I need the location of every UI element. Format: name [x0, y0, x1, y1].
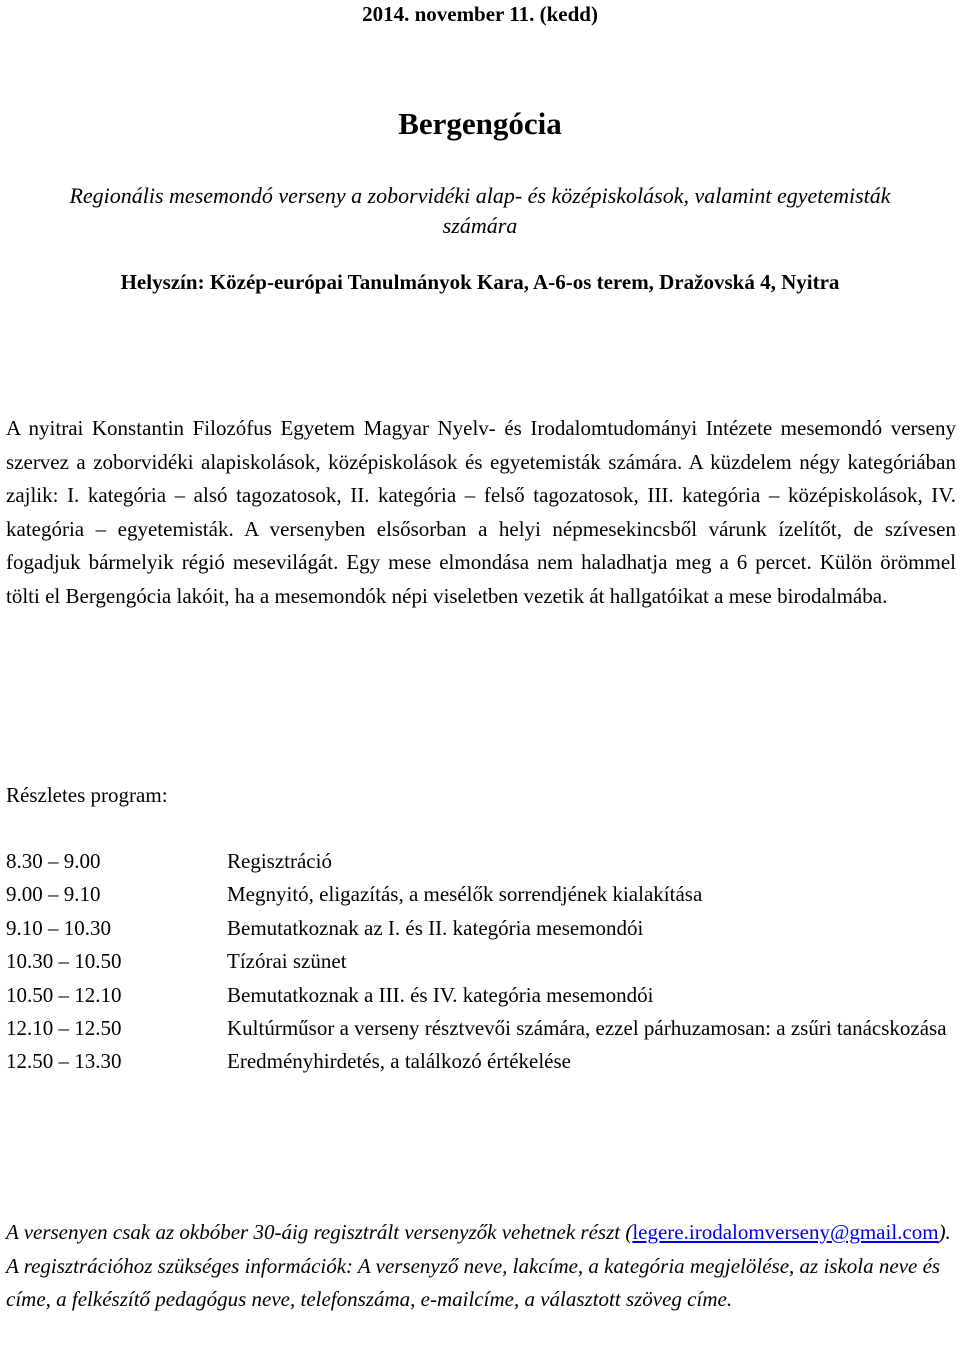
schedule-time: 10.30 – 10.50	[6, 949, 122, 974]
schedule-row	[6, 945, 956, 978]
email-link[interactable]: legere.irodalomverseny@gmail.com	[632, 1220, 939, 1244]
program-heading: Részletes program:	[6, 783, 168, 807]
registration-text-before: A versenyen csak az okbóber 30-áig regisztrált versenyzők vehetnek részt (	[6, 1220, 633, 1244]
schedule-row	[6, 1012, 956, 1045]
schedule-time: 12.50 – 13.30	[6, 1049, 122, 1074]
event-date: 2014. november 11. (kedd)	[362, 2, 598, 26]
page-subtitle: Regionális mesemondó verseny a zoborvidéki alap- és középiskolások, valamint egyetemisták számára	[69, 183, 891, 238]
schedule-row	[6, 845, 956, 878]
schedule-row	[6, 1045, 956, 1078]
schedule-activity: Megnyitó, eligazítás, a mesélők sorrendjének kialakítása	[227, 882, 703, 907]
registration-text-after: ). A regisztrációhoz szükséges információk: A versenyző neve, lakcíme, a kategória megjelölése, az iskola neve és címe, a felkészítő pedagógus neve, telefonszáma, e-mailcíme, a választott szöveg címe.	[6, 1220, 951, 1311]
page-title: Bergengócia	[398, 106, 562, 141]
schedule-time: 9.00 – 9.10	[6, 882, 101, 907]
registration-note	[6, 1216, 956, 1317]
venue-line: Helyszín: Közép-európai Tanulmányok Kara, A-6-os terem, Dražovská 4, Nyitra	[120, 270, 840, 294]
schedule-time: 8.30 – 9.00	[6, 849, 101, 873]
schedule-activity: Regisztráció	[227, 849, 332, 873]
intro-paragraph: A nyitrai Konstantin Filozófus Egyetem Magyar Nyelv- és Irodalomtudományi Intézete mesemondó verseny szervez a zoborvidéki alapiskolások, középiskolások és egyetemisták számára. A küzdelem négy kategóriában zajlik: I. kategória – alsó tagozatosok, II. kategória – felső tagozatosok, III. kategória – középiskolások, IV. kategória – egyetemisták. A versenyben elsősorban a helyi népmesekincsből várunk ízelítőt, de szívesen fogadjuk bármelyik régió mesevilágát. Egy mese elmondása nem haladhatja meg a 6 percet. Külön örömmel tölti el Bergengócia lakóit, ha a mesemondók népi viseletben vezetik át hallgatóikat a mese birodalmába.	[6, 416, 956, 608]
schedule-activity: Eredményhirdetés, a találkozó értékelése	[227, 1049, 571, 1074]
program-schedule	[6, 845, 956, 1079]
schedule-row	[6, 979, 956, 1012]
schedule-row	[6, 912, 956, 945]
schedule-time: 9.10 – 10.30	[6, 915, 111, 940]
schedule-time: 10.50 – 12.10	[6, 982, 122, 1007]
schedule-activity: Bemutatkoznak a III. és IV. kategória mesemondói	[227, 982, 654, 1007]
schedule-activity: Tízórai szünet	[227, 949, 347, 974]
schedule-activity: Bemutatkoznak az I. és II. kategória mesemondói	[227, 915, 644, 940]
schedule-activity: Kultúrműsor a verseny résztvevői számára, ezzel párhuzamosan: a zsűri tanácskozása	[227, 1016, 947, 1041]
schedule-row	[6, 878, 956, 911]
schedule-time: 12.10 – 12.50	[6, 1016, 122, 1041]
